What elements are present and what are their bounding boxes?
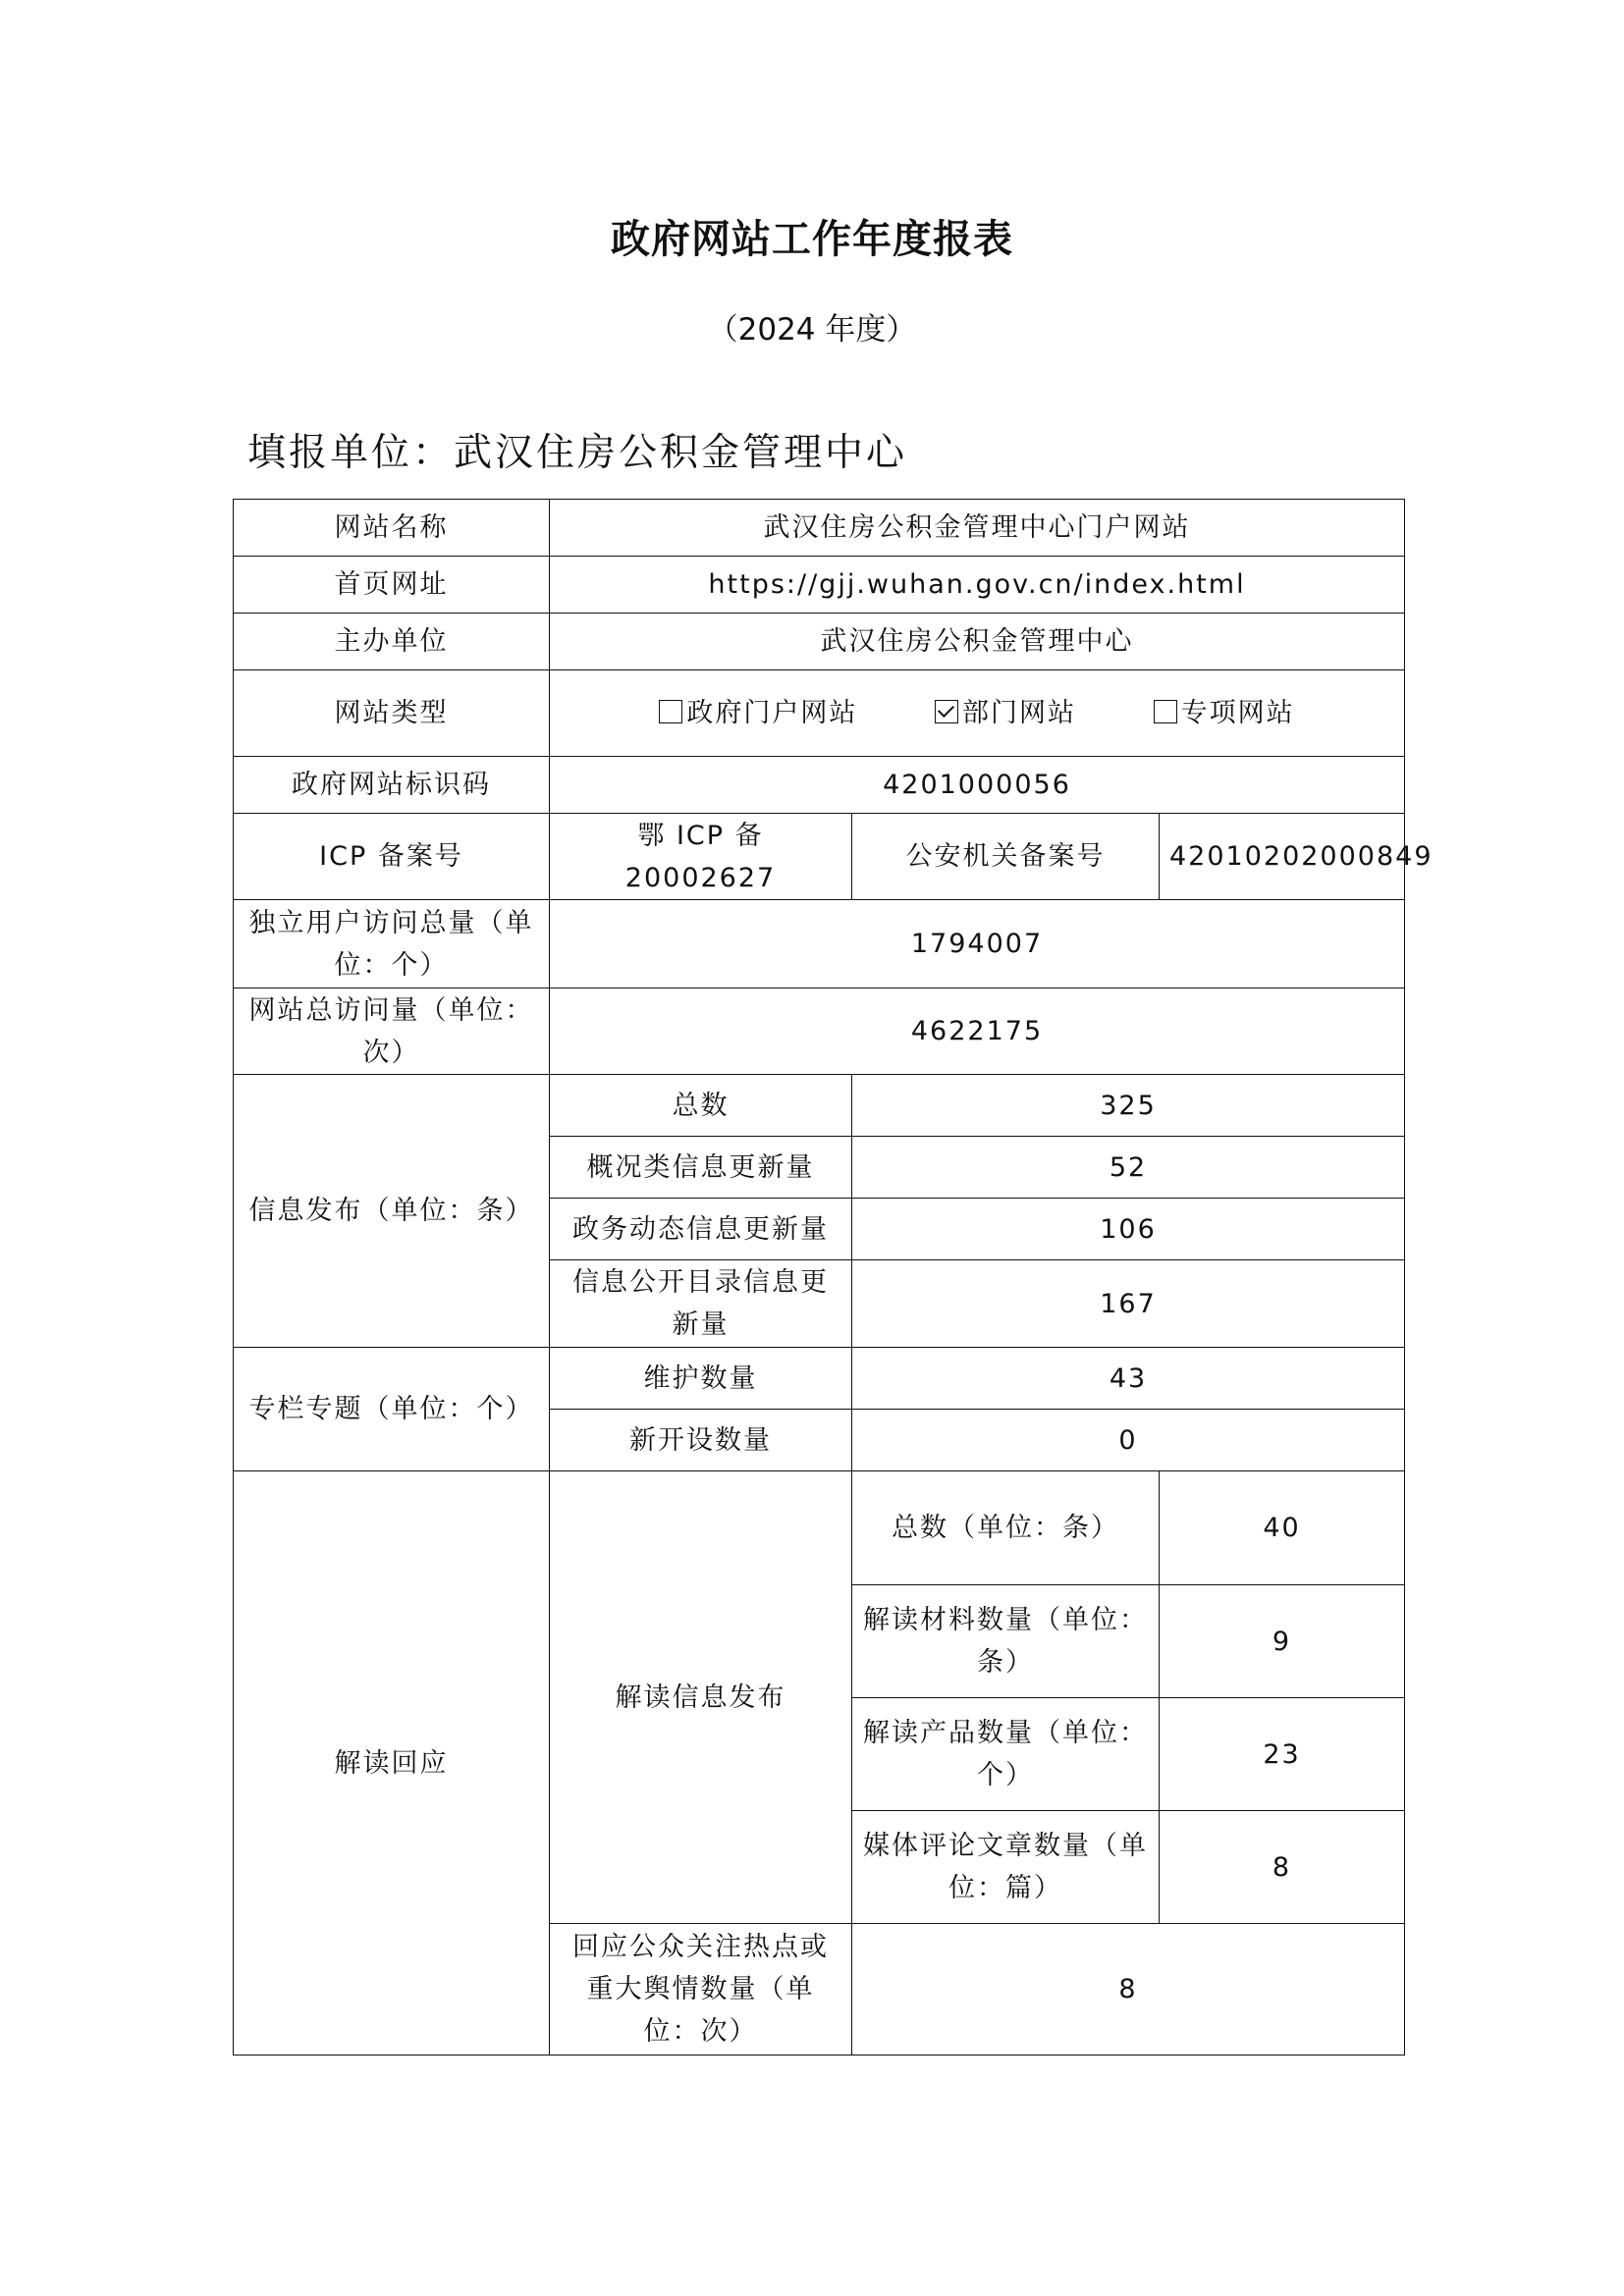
interpretation-item-label: 解读产品数量（单位：个） [852, 1698, 1160, 1811]
table-row [234, 1348, 1405, 1410]
interpretation-item-label: 总数（单位：条） [852, 1471, 1160, 1585]
info-publish-item-label: 概况类信息更新量 [550, 1137, 852, 1199]
info-publish-item-label: 总数 [550, 1075, 852, 1137]
table-row [234, 1471, 1405, 1585]
host-unit-value: 武汉住房公积金管理中心 [550, 614, 1405, 670]
icp-label: ICP 备案号 [234, 814, 550, 900]
info-publish-label: 信息发布（单位：条） [234, 1075, 550, 1348]
table-row [234, 557, 1405, 614]
icp-value: 鄂 ICP 备 20002627 [550, 814, 852, 900]
checkbox-empty-icon [659, 700, 682, 723]
option-label: 专项网站 [1180, 698, 1295, 728]
columns-item-value: 0 [852, 1410, 1405, 1471]
site-name-value: 武汉住房公积金管理中心门户网站 [550, 500, 1405, 557]
police-record-label: 公安机关备案号 [852, 814, 1160, 900]
checkbox-empty-icon [1154, 700, 1177, 723]
table-row [234, 614, 1405, 670]
table-row [234, 670, 1405, 757]
table-row [234, 757, 1405, 814]
info-publish-item-label: 政务动态信息更新量 [550, 1199, 852, 1260]
site-type-option-department [935, 692, 1076, 734]
gov-site-code-label: 政府网站标识码 [234, 757, 550, 814]
interpretation-label: 解读回应 [234, 1471, 550, 2056]
info-publish-item-value: 167 [852, 1260, 1405, 1348]
table-row [234, 814, 1405, 900]
site-type-option-special [1154, 692, 1295, 734]
table-row [234, 500, 1405, 557]
table-row [234, 988, 1405, 1075]
info-publish-item-value: 52 [852, 1137, 1405, 1199]
hotspot-label: 回应公众关注热点或重大舆情数量（单位：次） [550, 1924, 852, 2056]
option-label: 部门网站 [962, 698, 1076, 728]
hotspot-value: 8 [852, 1924, 1405, 2056]
gov-site-code-value: 4201000056 [550, 757, 1405, 814]
info-publish-item-value: 325 [852, 1075, 1405, 1137]
reporting-unit: 填报单位：武汉住房公积金管理中心 [247, 431, 908, 475]
homepage-url-value: https://gjj.wuhan.gov.cn/index.html [550, 557, 1405, 614]
columns-item-label: 维护数量 [550, 1348, 852, 1410]
interpretation-item-value: 9 [1160, 1585, 1405, 1698]
host-unit-label: 主办单位 [234, 614, 550, 670]
interpretation-item-label: 媒体评论文章数量（单位：篇） [852, 1811, 1160, 1924]
site-type-label: 网站类型 [234, 670, 550, 757]
table-row [234, 900, 1405, 988]
unique-visitors-label: 独立用户访问总量（单位：个） [234, 900, 550, 988]
total-visits-value: 4622175 [550, 988, 1405, 1075]
table-row [234, 1075, 1405, 1137]
police-record-value: 42010202000849 [1160, 814, 1405, 900]
report-table [233, 499, 1434, 2056]
checkbox-checked-icon [935, 700, 958, 723]
interpretation-item-value: 40 [1160, 1471, 1405, 1585]
info-publish-item-label: 信息公开目录信息更新量 [550, 1260, 852, 1348]
site-type-option-portal [659, 692, 857, 734]
homepage-url-label: 首页网址 [234, 557, 550, 614]
total-visits-label: 网站总访问量（单位：次） [234, 988, 550, 1075]
columns-item-label: 新开设数量 [550, 1410, 852, 1471]
interpretation-item-value: 23 [1160, 1698, 1405, 1811]
columns-label: 专栏专题（单位：个） [234, 1348, 550, 1471]
interpretation-item-value: 8 [1160, 1811, 1405, 1924]
info-publish-item-value: 106 [852, 1199, 1405, 1260]
site-name-label: 网站名称 [234, 500, 550, 557]
unique-visitors-value: 1794007 [550, 900, 1405, 988]
interpretation-item-label: 解读材料数量（单位：条） [852, 1585, 1160, 1698]
site-type-options [550, 670, 1405, 757]
columns-item-value: 43 [852, 1348, 1405, 1410]
report-year: （2024 年度） [707, 312, 917, 347]
interpretation-publish-label: 解读信息发布 [550, 1471, 852, 1924]
option-label: 政府门户网站 [686, 698, 858, 728]
report-title: 政府网站工作年度报表 [611, 217, 1013, 262]
